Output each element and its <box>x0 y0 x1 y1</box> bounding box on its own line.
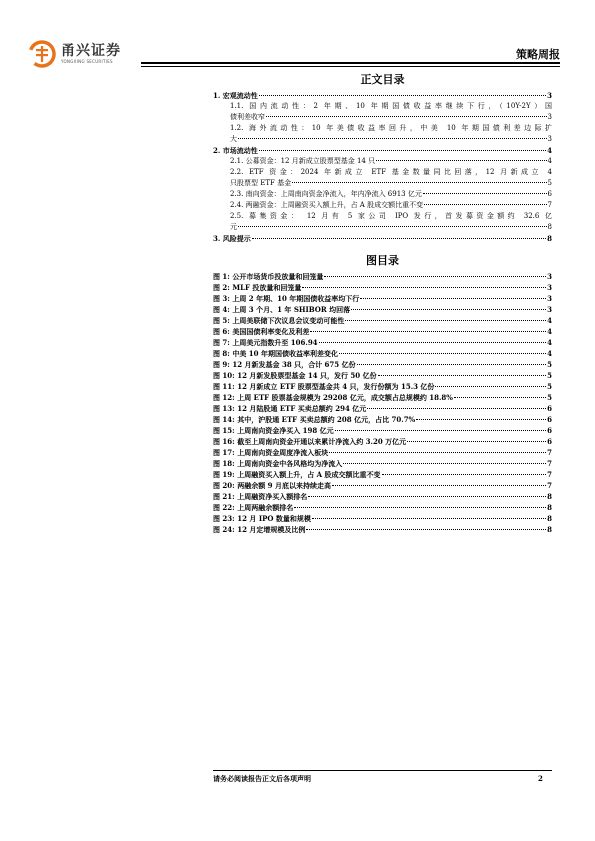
figure-page-number: 8 <box>547 525 552 534</box>
figure-entry-text: 图 24: 12 月定增规模及比例 <box>213 525 306 534</box>
toc-leader-dots <box>238 137 547 139</box>
figure-toc-entry[interactable] <box>213 403 552 414</box>
toc-entry-line: 大 <box>230 135 237 143</box>
toc-entry-line: 债利差收窄 <box>230 113 265 121</box>
figure-entry-text: 图 21: 上周融资净买入额排名 <box>213 492 308 501</box>
figure-toc-entry[interactable] <box>213 370 552 381</box>
figure-page-number: 5 <box>547 393 552 402</box>
toc-page-number: 8 <box>547 234 552 243</box>
toc-leader-dots <box>376 159 546 161</box>
figure-page-number: 5 <box>547 360 552 369</box>
toc-page-number: 3 <box>547 113 552 121</box>
figure-entry-text: 图 15: 上周南向资金净买入 198 亿元 <box>213 426 334 435</box>
figure-page-number: 4 <box>547 338 552 347</box>
figure-entry-text: 图 9: 12 月新发基金 38 只，合计 675 亿份 <box>213 360 356 369</box>
header-rule-thin <box>141 66 560 67</box>
figure-entry-text: 图 11: 12 月新成立 ETF 股票型基金共 4 只，发行份额为 15.3 亿份 <box>213 382 435 391</box>
toc-entry[interactable] <box>213 233 552 244</box>
figure-page-number: 5 <box>547 382 552 391</box>
figure-toc-entry[interactable] <box>213 392 552 403</box>
toc-leader-dots <box>306 528 546 530</box>
toc-entry[interactable] <box>213 101 552 123</box>
toc-title: 正文目录 <box>360 73 405 86</box>
figure-page-number: 3 <box>547 294 552 303</box>
toc-leader-dots <box>367 407 546 409</box>
figure-entry-text: 图 22: 上周两融余额排名 <box>213 503 294 512</box>
toc-leader-dots <box>302 286 546 288</box>
yongxing-logo-icon <box>28 40 56 68</box>
toc-leader-dots <box>335 429 546 431</box>
figure-toc-entry[interactable] <box>213 271 552 282</box>
toc-leader-dots <box>343 462 546 464</box>
figure-page-number: 7 <box>547 448 552 457</box>
toc-leader-dots <box>312 517 546 519</box>
figure-entry-text: 图 12: 上周 ETF 股票基金规模为 29208 亿元，成交额占总规模约 18.8% <box>213 393 453 402</box>
toc-content <box>213 70 552 535</box>
toc-entry-text: 2.1. 公募资金：12 月新成立股票型基金 14 只 <box>230 157 376 165</box>
figure-toc-entry[interactable] <box>213 304 552 315</box>
toc-entry[interactable] <box>213 145 552 156</box>
toc-leader-dots <box>351 308 546 310</box>
figure-toc-entry[interactable] <box>213 447 552 458</box>
figure-entry-text: 图 19: 上周融资买入额上升，占 A 股成交额比重不变 <box>213 470 381 479</box>
toc-leader-dots <box>345 319 546 321</box>
figure-toc-entry[interactable] <box>213 480 552 491</box>
figure-page-number: 6 <box>547 415 552 424</box>
figure-toc-entry[interactable] <box>213 425 552 436</box>
figure-toc-entry[interactable] <box>213 458 552 469</box>
figure-entry-text: 图 17: 上周南向资金周度净流入板块 <box>213 448 329 457</box>
toc-leader-dots <box>308 495 546 497</box>
toc-list <box>213 90 552 244</box>
figure-entry-text: 图 1: 公开市场货币投放量和回笼量 <box>213 272 324 281</box>
toc-entry-line: 1.2. 海外流动性：10 年美债收益率回升，中美 10 年期国债利差边际扩 <box>230 124 552 132</box>
figure-entry-text: 图 7: 上周美元指数升至 106.94 <box>213 338 318 347</box>
figure-entry-text: 图 5: 上周美联储下次议息会议变动可能性 <box>213 316 345 325</box>
figure-toc-entry[interactable] <box>213 513 552 524</box>
toc-leader-dots <box>423 192 547 194</box>
toc-entry-row <box>230 178 552 189</box>
figure-entry-text: 图 8: 中美 10 年期国债收益率利差变化 <box>213 349 338 358</box>
toc-leader-dots <box>416 418 546 420</box>
toc-page-number: 5 <box>547 179 552 187</box>
page-header <box>0 0 595 70</box>
toc-leader-dots <box>454 396 546 398</box>
figure-toc-entry[interactable] <box>213 315 552 326</box>
toc-page-number: 3 <box>547 135 552 143</box>
header-rule-thick <box>141 62 560 64</box>
figure-page-number: 5 <box>547 371 552 380</box>
figure-toc-entry[interactable] <box>213 381 552 392</box>
figure-page-number: 6 <box>547 426 552 435</box>
report-type-label: 策略周报 <box>516 48 560 61</box>
toc-entry-line: 元 <box>230 223 237 231</box>
figure-page-number: 7 <box>547 459 552 468</box>
toc-leader-dots <box>292 181 546 183</box>
toc-entry-line: 2.5. 募集资金： 12 月有 5 家公司 IPO 发行，首发募资金额约 32.6 亿 <box>230 212 552 220</box>
figure-entry-text: 图 10: 12 月新发股票型基金 14 只，发行 50 亿份 <box>213 371 377 380</box>
figure-toc-entry[interactable] <box>213 502 552 513</box>
toc-entry[interactable] <box>213 211 552 233</box>
toc-leader-dots <box>324 275 546 277</box>
toc-leader-dots <box>266 115 547 117</box>
figure-entry-text: 图 20: 两融余额 9 月底以来持续走高 <box>213 481 331 490</box>
toc-leader-dots <box>259 149 546 151</box>
toc-entry[interactable] <box>213 189 552 200</box>
figure-entry-text: 图 3: 上周 2 年期、10 年期国债收益率均下行 <box>213 294 360 303</box>
figure-entry-text: 图 16: 截至上周南向资金开通以来累计净流入约 3.20 万亿元 <box>213 437 407 446</box>
toc-entry[interactable] <box>213 90 552 101</box>
toc-leader-dots <box>329 451 546 453</box>
toc-entry-text: 2. 市场流动性 <box>213 146 258 155</box>
toc-page-number: 8 <box>547 223 552 231</box>
figure-entry-text: 图 23: 12 月 IPO 数量和规模 <box>213 514 311 523</box>
figure-entry-text: 图 13: 12 月陆股通 ETF 买卖总额约 294 亿元 <box>213 404 367 413</box>
toc-leader-dots <box>357 363 547 365</box>
toc-leader-dots <box>259 94 546 96</box>
figure-entry-text: 图 18: 上周南向资金中各风格均为净流入 <box>213 459 343 468</box>
toc-leader-dots <box>382 473 547 475</box>
figure-toc-entry[interactable] <box>213 524 552 535</box>
figure-page-number: 3 <box>547 305 552 314</box>
toc-entry-text: 3. 风险提示 <box>213 234 251 243</box>
toc-page-number: 3 <box>547 91 552 100</box>
figure-page-number: 4 <box>547 349 552 358</box>
toc-leader-dots <box>294 506 546 508</box>
toc-leader-dots <box>252 237 546 239</box>
toc-entry-line: 只股票型 ETF 基金 <box>230 179 292 187</box>
toc-leader-dots <box>435 385 546 387</box>
toc-leader-dots <box>310 330 546 332</box>
figure-toc-entry[interactable] <box>213 348 552 359</box>
figure-toc-entry[interactable] <box>213 282 552 293</box>
figure-page-number: 7 <box>547 481 552 490</box>
toc-entry-text: 2.3. 南向资金：上周南向资金净流入，年内净流入 6913 亿元 <box>230 190 422 198</box>
figure-page-number: 6 <box>547 437 552 446</box>
toc-entry-line: 2.2. ETF 资金：2024 年新成立 ETF 基金数量同比回落，12 月新成立 4 <box>230 168 552 176</box>
toc-entry-text: 2.4. 两融资金：上周融资买入额上升，占 A 股成交额比重不变 <box>230 201 424 209</box>
figure-page-number: 4 <box>547 327 552 336</box>
toc-leader-dots <box>332 484 546 486</box>
toc-leader-dots <box>339 352 546 354</box>
toc-entry[interactable] <box>213 167 552 189</box>
toc-entry-text: 1. 宏观流动性 <box>213 91 258 100</box>
toc-leader-dots <box>238 225 547 227</box>
figure-page-number: 7 <box>547 470 552 479</box>
logo-chinese-name: 甬兴证券 <box>61 43 121 59</box>
figure-page-number: 8 <box>547 492 552 501</box>
figure-page-number: 4 <box>547 316 552 325</box>
toc-entry-row <box>230 112 552 123</box>
toc-entry[interactable] <box>213 156 552 167</box>
figure-toc-entry[interactable] <box>213 326 552 337</box>
toc-leader-dots <box>407 440 546 442</box>
figure-page-number: 3 <box>547 283 552 292</box>
figure-toc-title: 图目录 <box>366 254 399 267</box>
footer-rule <box>213 770 552 771</box>
figure-toc-entry[interactable] <box>213 436 552 447</box>
figure-toc-entry[interactable] <box>213 414 552 425</box>
figure-entry-text: 图 14: 其中，沪股通 ETF 买卖总额约 208 亿元，占比 70.7% <box>213 415 416 424</box>
figure-entry-text: 图 2: MLF 投放量和回笼量 <box>213 283 302 292</box>
toc-entry[interactable] <box>213 123 552 145</box>
toc-page-number: 7 <box>547 201 552 209</box>
figure-toc-entry[interactable] <box>213 469 552 480</box>
figure-page-number: 8 <box>547 503 552 512</box>
toc-leader-dots <box>319 341 547 343</box>
figure-toc-entry[interactable] <box>213 491 552 502</box>
company-logo <box>28 40 121 68</box>
figure-toc-entry[interactable] <box>213 293 552 304</box>
toc-leader-dots <box>424 203 546 205</box>
toc-entry-row <box>230 134 552 145</box>
toc-entry-line: 1.1. 国内流动性：2 年期、10 年期国债收益率继续下行，（10Y-2Y）国 <box>230 102 552 110</box>
toc-entry[interactable] <box>213 200 552 211</box>
figure-toc-entry[interactable] <box>213 337 552 348</box>
figure-page-number: 6 <box>547 404 552 413</box>
figure-toc-entry[interactable] <box>213 359 552 370</box>
page-number: 2 <box>538 774 543 783</box>
toc-entry-row <box>230 222 552 233</box>
footer-disclaimer: 请务必阅读报告正文后各项声明 <box>213 775 311 783</box>
toc-leader-dots <box>378 374 547 376</box>
toc-page-number: 6 <box>547 190 552 198</box>
figure-entry-text: 图 4: 上周 3 个月、1 年 SHIBOR 均回落 <box>213 305 351 314</box>
logo-english-name: YONGXING SECURITIES <box>61 59 113 64</box>
figure-page-number: 3 <box>547 272 552 281</box>
toc-leader-dots <box>360 297 546 299</box>
toc-page-number: 4 <box>547 157 552 165</box>
figure-toc-list <box>213 271 552 535</box>
figure-page-number: 8 <box>547 514 552 523</box>
figure-entry-text: 图 6: 美国国债利率变化及利差 <box>213 327 310 336</box>
toc-page-number: 4 <box>547 146 552 155</box>
